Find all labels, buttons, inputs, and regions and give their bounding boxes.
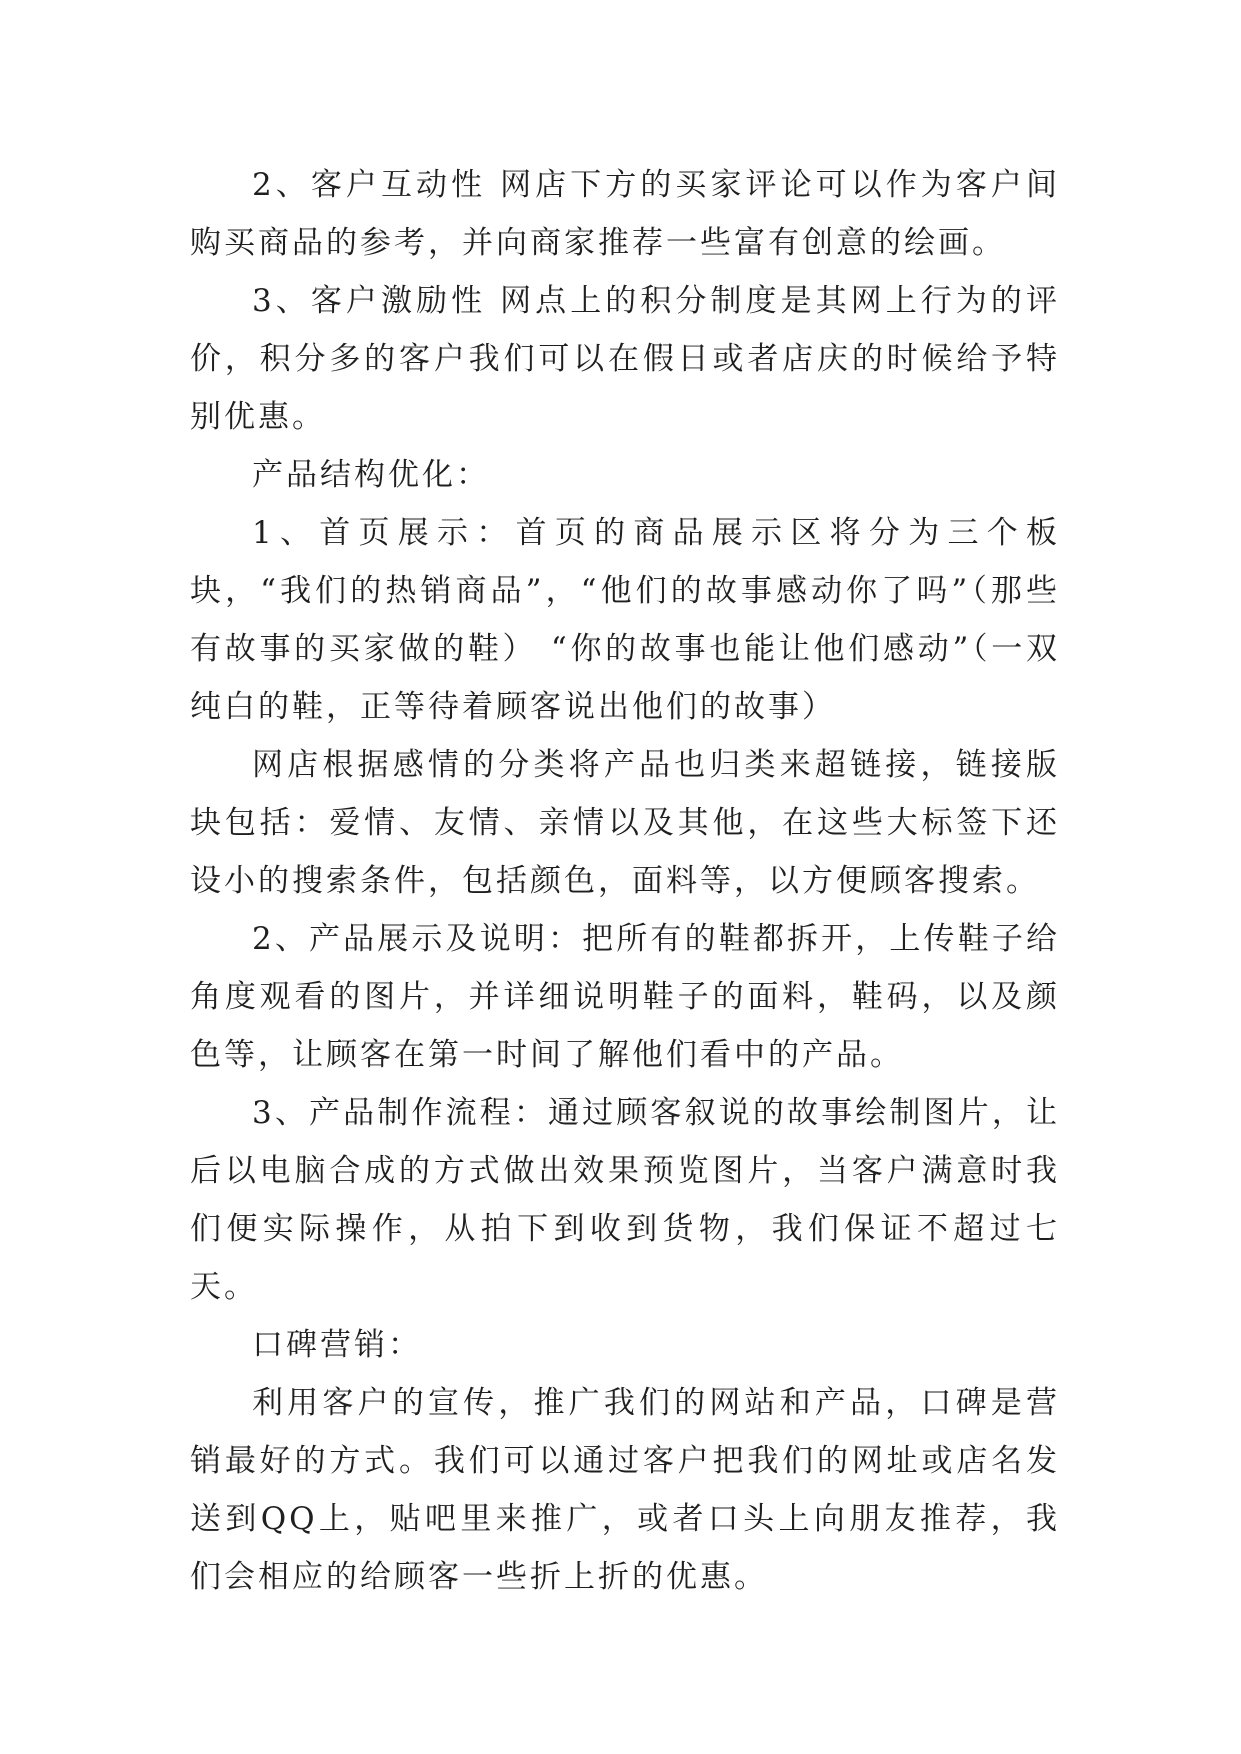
section-heading-word-of-mouth: 口碑营销： <box>252 1327 422 1363</box>
paragraph-category-links: 网店根据感情的分类将产品也归类来超链接，链接版块包括：爱情、友情、亲情以及其他，在这些大标签下还设小的搜索条件，包括颜色，面料等，以方便顾客搜索。 <box>190 747 1060 899</box>
paragraph-production-process: 3、产品制作流程：通过顾客叙说的故事绘制图片，让后以电脑合成的方式做出效果预览图片，当客户满意时我们便实际操作，从拍下到收到货物，我们保证不超过七天。 <box>190 1095 1060 1305</box>
paragraph-product-display: 2、产品展示及说明：把所有的鞋都拆开，上传鞋子给角度观看的图片，并详细说明鞋子的面料，鞋码，以及颜色等，让顾客在第一时间了解他们看中的产品。 <box>190 921 1060 1073</box>
paragraph-homepage-display: 1、首页展示：首页的商品展示区将分为三个板块，“我们的热销商品”，“他们的故事感动你了吗”（那些有故事的买家做的鞋） “你的故事也能让他们感动”（一双纯白的鞋，正等待着顾客说出他们的故事） <box>190 515 1060 725</box>
paragraph-customer-incentive: 3、客户激励性 网点上的积分制度是其网上行为的评价，积分多的客户我们可以在假日或者店庆的时候给予特别优惠。 <box>190 283 1060 435</box>
section-heading-product-structure: 产品结构优化： <box>252 457 490 493</box>
paragraph-customer-interaction: 2、客户互动性 网店下方的买家评论可以作为客户间购买商品的参考，并向商家推荐一些富有创意的绘画。 <box>190 167 1060 261</box>
paragraph-word-of-mouth: 利用客户的宣传，推广我们的网站和产品，口碑是营销最好的方式。我们可以通过客户把我们的网址或店名发送到QQ上，贴吧里来推广，或者口头上向朋友推荐，我们会相应的给顾客一些折上折的优惠。 <box>190 1385 1060 1595</box>
document-body <box>190 156 1060 1606</box>
